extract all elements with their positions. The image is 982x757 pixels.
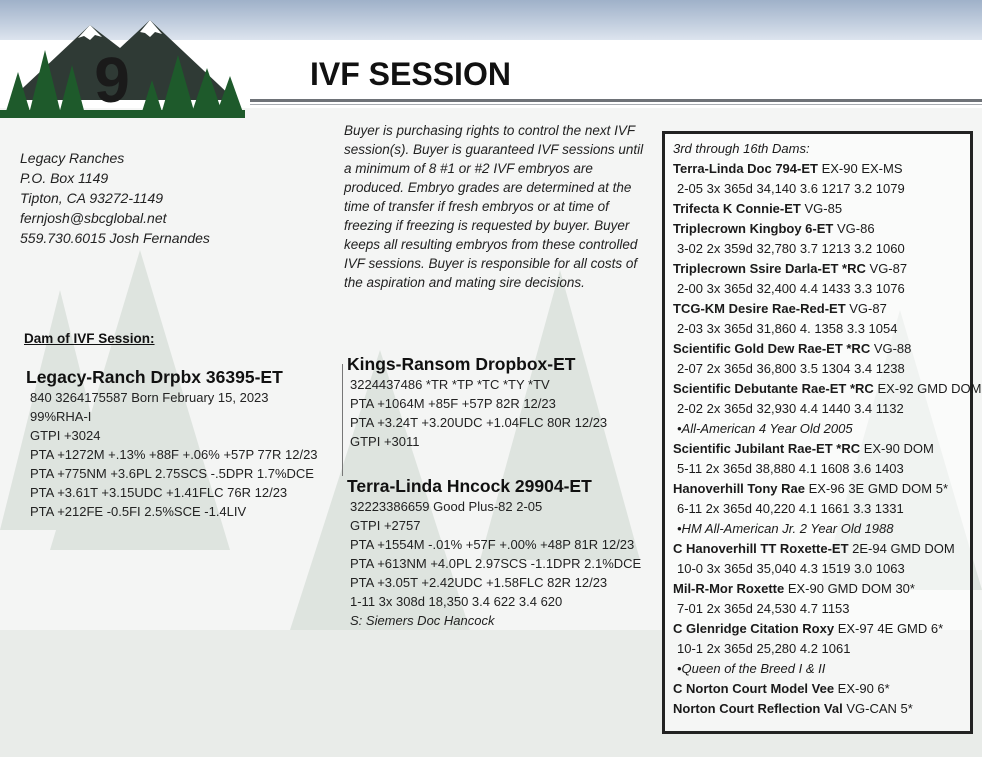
pedigree-record: 2-05 3x 365d 34,140 3.6 1217 3.2 1079 [677,181,905,196]
address-line: 559.730.6015 Josh Fernandes [20,230,210,246]
pedigree-dam-score: EX-97 4E GMD 6* [834,621,944,636]
pedigree-rows [673,159,982,719]
consignor-address [20,148,210,248]
pedigree-dam-name: C Norton Court Model Vee [673,681,835,696]
pedigree-dam-score: 2E-94 GMD DOM [848,541,955,556]
maternal-line: GTPI +2757 [350,518,421,533]
pedigree-dam-score: EX-96 3E GMD DOM 5* [804,481,949,496]
pedigree-dam-score: EX-90 GMD DOM 30* [784,581,915,596]
address-line: Tipton, CA 93272-1149 [20,190,164,206]
pedigree-record: 2-03 3x 365d 31,860 4. 1358 3.3 1054 [677,321,898,336]
pedigree-dam-name: Scientific Gold Dew Rae-ET *RC [673,341,871,356]
pedigree-dam [673,479,970,499]
pedigree-dam [673,699,970,719]
pedigree-record: 7-01 2x 365d 24,530 4.7 1153 [677,601,850,616]
maternal-line: PTA +613NM +4.0PL 2.97SCS -1.1DPR 2.1%DCE [350,556,642,571]
pedigree-heading: 3rd through 16th Dams: [673,141,810,156]
maternal-sire: S: Siemers Doc Hancock [350,613,495,628]
pedigree-dam-score: VG-CAN 5* [842,701,913,716]
pedigree-dam [673,219,970,239]
ivf-terms: Buyer is purchasing rights to control the next IVF session(s). Buyer is guaranteed IVF sessions until a minimum of 8 #1 or #2 IVF embryos are produced. Embryo grades are determined at the time of transfer if fresh embryos or at time of freezing if freezing is requested by buyer. Buyer keeps all resulting embryos from these controlled IVF sessions. Buyer is responsible for all costs of the aspiration and mating sire decisions. [344,123,644,290]
pedigree-record: 2-00 3x 365d 32,400 4.4 1433 3.3 1076 [677,281,905,296]
dam-line: 840 3264175587 Born February 15, 2023 [30,390,269,405]
pedigree-dam-score: VG-86 [833,221,875,236]
pedigree-dam-name: Trifecta K Connie-ET [673,201,801,216]
pedigree-note: •HM All-American Jr. 2 Year Old 1988 [677,521,894,536]
pedigree-dam-name: Scientific Jubilant Rae-ET *RC [673,441,861,456]
pedigree-dam [673,379,982,399]
sire-line: PTA +3.24T +3.20UDC +1.04FLC 80R 12/23 [350,415,608,430]
pedigree-dam [673,259,970,279]
pedigree-dam [673,439,970,459]
pedigree-dam-name: Norton Court Reflection Val [673,701,843,716]
maternal-line: PTA +1554M -.01% +57F +.00% +48P 81R 12/23 [350,537,635,552]
pedigree-dam [673,159,970,179]
maternal-line: 32223386659 Good Plus-82 2-05 [350,499,543,514]
pedigree-box [662,131,982,734]
pedigree-dam-score: VG-85 [800,201,843,216]
dam-line: 99%RHA-I [30,409,92,424]
pedigree-dam-name: C Hanoverhill TT Roxette-ET [673,541,849,556]
pedigree-record: 6-11 2x 365d 40,220 4.1 1661 3.3 1331 [677,501,904,516]
pedigree-dam-name: Triplecrown Ssire Darla-ET *RC [673,261,866,276]
sire-line: 3224437486 *TR *TP *TC *TY *TV [350,377,550,392]
dam-entry [26,366,318,521]
pedigree-dam-score: EX-90 6* [834,681,890,696]
dam-line: PTA +1272M +.13% +88F +.06% +57P 77R 12/23 [30,447,318,462]
pedigree-dam [673,619,970,639]
dam-heading: Dam of IVF Session: [24,331,155,346]
pedigree-dam-name: Triplecrown Kingboy 6-ET [673,221,834,236]
pedigree-dam [673,199,970,219]
pedigree-dam-score: VG-88 [870,341,912,356]
pedigree-dam [673,539,970,559]
maternal-entry [347,475,641,630]
pedigree-record: 10-1 2x 365d 25,280 4.2 1061 [677,641,851,656]
dam-line: PTA +212FE -0.5FI 2.5%SCE -1.4LIV [30,504,247,519]
sire-divider [342,364,343,476]
header-rule [250,99,982,102]
pedigree-dam-score: EX-90 EX-MS [817,161,903,176]
pedigree-record: 2-07 2x 365d 36,800 3.5 1304 3.4 1238 [677,361,905,376]
sire-line: GTPI +3011 [350,434,420,449]
pedigree-record: 10-0 3x 365d 35,040 4.3 1519 3.0 1063 [677,561,905,576]
pedigree-dam-name: Mil-R-Mor Roxette [673,581,785,596]
pedigree-dam [673,339,970,359]
pedigree-dam-name: Terra-Linda Doc 794-ET [673,161,818,176]
pedigree-dam-score: EX-92 GMD DOM [873,381,982,396]
dam-line: PTA +3.61T +3.15UDC +1.41FLC 76R 12/23 [30,485,288,500]
pedigree-dam-name: TCG-KM Desire Rae-Red-ET [673,301,846,316]
pedigree-note: •Queen of the Breed I & II [677,661,826,676]
pedigree-dam [673,679,970,699]
pedigree-record: 2-02 2x 365d 32,930 4.4 1440 3.4 1132 [677,401,904,416]
pedigree-dam-name: Hanoverhill Tony Rae [673,481,805,496]
pedigree-dam-name: C Glenridge Citation Roxy [673,621,835,636]
maternal-name: Terra-Linda Hncock 29904-ET [347,476,592,496]
pedigree-dam-score: VG-87 [865,261,908,276]
maternal-line: PTA +3.05T +2.42UDC +1.58FLC 82R 12/23 [350,575,608,590]
address-line: Legacy Ranches [20,150,125,166]
pedigree-dam [673,579,970,599]
pedigree-dam-score: VG-87 [845,301,887,316]
pedigree-record: 3-02 2x 359d 32,780 3.7 1213 3.2 1060 [677,241,905,256]
dam-line: GTPI +3024 [30,428,101,443]
pedigree-dam [673,299,970,319]
pedigree-note: •All-American 4 Year Old 2005 [677,421,853,436]
pedigree-dam-name: Scientific Debutante Rae-ET *RC [673,381,874,396]
maternal-line: 1-11 3x 308d 18,350 3.4 622 3.4 620 [350,594,563,609]
lot-number: 9 [94,44,130,116]
dam-line: PTA +775NM +3.6PL 2.75SCS -.5DPR 1.7%DCE [30,466,314,481]
dam-name: Legacy-Ranch Drpbx 36395-ET [26,367,283,387]
page-title: IVF SESSION [310,56,511,92]
lot-logo [0,10,245,125]
sire-name: Kings-Ransom Dropbox-ET [347,354,576,374]
address-line: P.O. Box 1149 [20,170,109,186]
header-rule-thin [250,104,982,105]
pedigree-dam-score: EX-90 DOM [860,441,934,456]
pedigree-record: 5-11 2x 365d 38,880 4.1 1608 3.6 1403 [677,461,904,476]
sire-entry [347,353,607,451]
address-line: fernjosh@sbcglobal.net [20,210,167,226]
sire-line: PTA +1064M +85F +57P 82R 12/23 [350,396,556,411]
